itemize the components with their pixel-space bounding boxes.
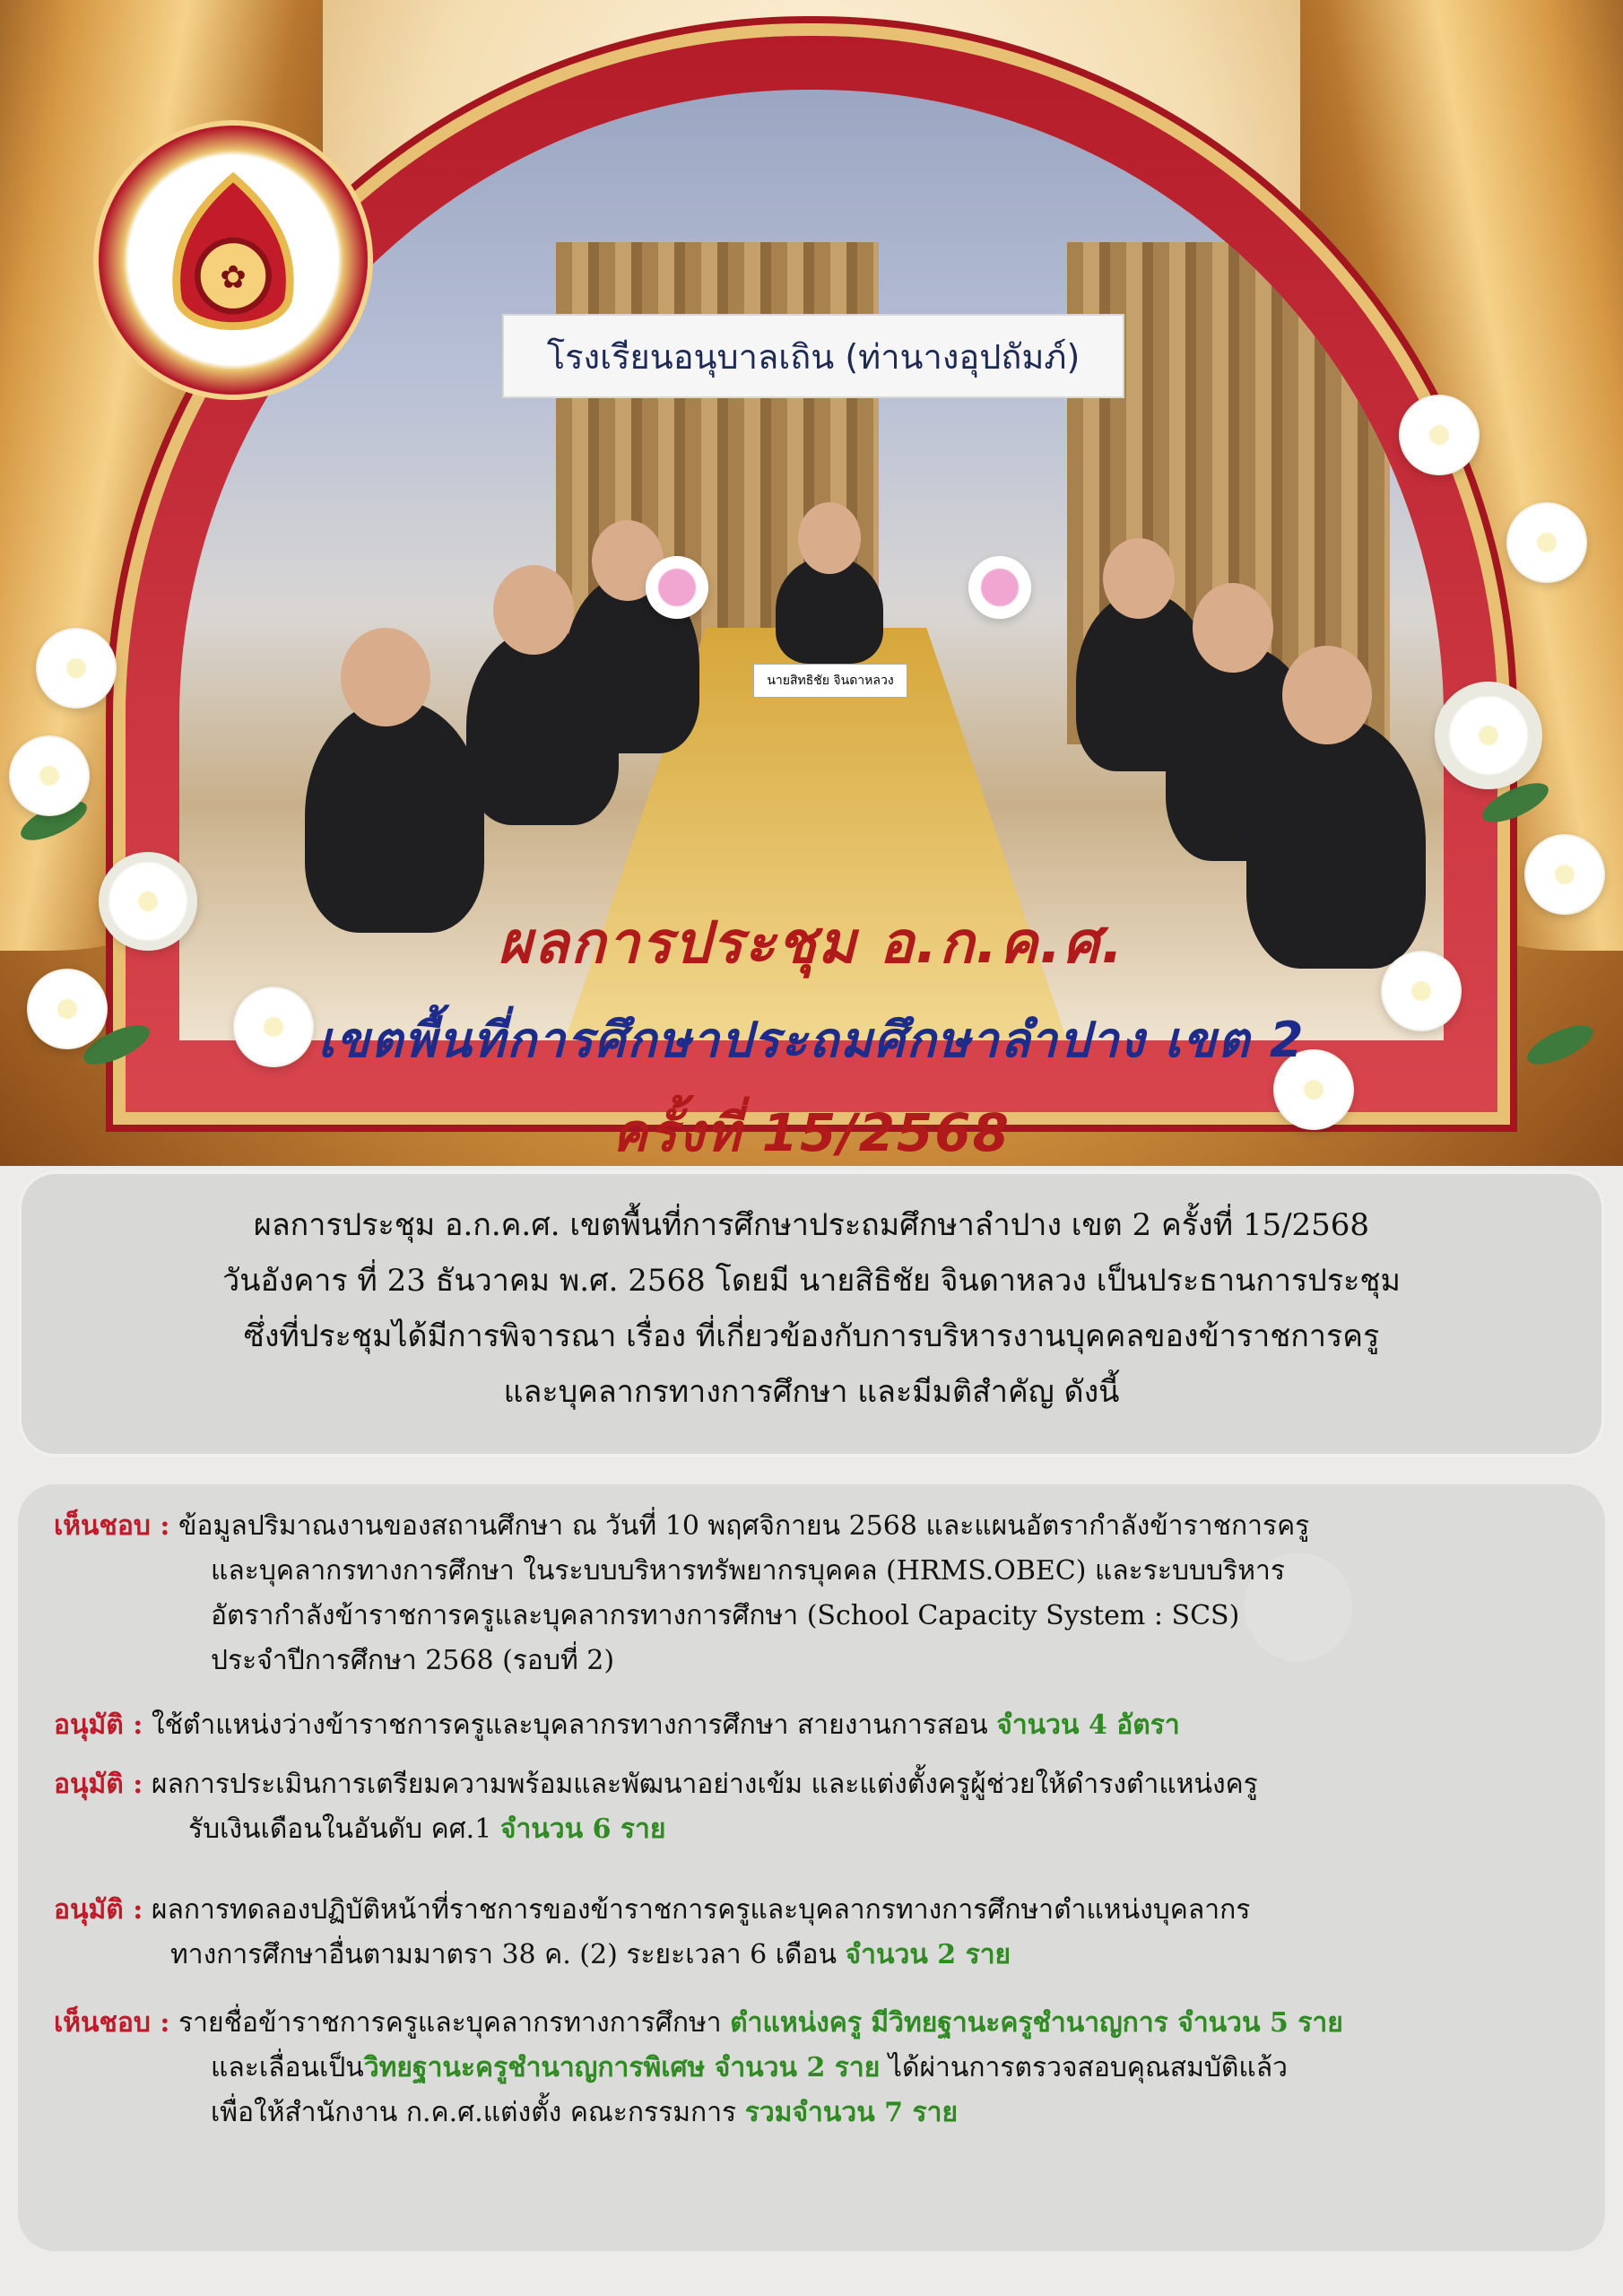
resolution-highlight: จำนวน 2 ราย: [845, 1939, 1011, 1970]
resolution-text: ได้ผ่านการตรวจสอบคุณสมบัติแล้ว: [888, 2052, 1288, 2083]
title-block: [0, 897, 1623, 1174]
resolution-highlight: ตำแหน่งครู มีวิทยฐานะครูชำนาญการ จำนวน 5 ราย: [730, 2007, 1343, 2039]
resolution-highlight: รวมจำนวน 7 ราย: [744, 2097, 959, 2128]
summary-line: ซึ่งที่ประชุมได้มีการพิจารณา เรื่อง ที่เกี่ยวข้องกับการบริหารงานบุคคลของข้าราชการครู: [243, 1318, 1380, 1354]
resolution-1: [54, 1504, 1569, 1683]
school-sign: [502, 314, 1124, 398]
jasmine-flower-icon: [1506, 502, 1587, 583]
attendee-head: [1282, 646, 1372, 744]
resolution-text: ใช้ตำแหน่งว่างข้าราชการครูและบุคลากรทางการศึกษา สายงานการสอน: [151, 1709, 988, 1741]
resolution-text: รับเงินเดือนในอันดับ คศ.1: [188, 1813, 492, 1845]
resolution-highlight: วิทยฐานะครูชำนาญการพิเศษ จำนวน 2 ราย: [363, 2052, 881, 2083]
resolution-text: ทางการศึกษาอื่นตามมาตรา 38 ค. (2) ระยะเวลา 6 เดือน: [170, 1939, 837, 1970]
attendee-head: [1103, 538, 1175, 619]
obec-emblem: [99, 126, 368, 395]
resolution-2: [54, 1703, 1569, 1748]
resolutions-box: [18, 1484, 1605, 2251]
resolution-text: เพื่อให้สำนักงาน ก.ค.ศ.แต่งตั้ง คณะกรรมการ: [211, 2097, 737, 2128]
resolution-label: อนุมัติ :: [54, 1709, 143, 1741]
jasmine-flower-icon: [1435, 682, 1542, 789]
title-line-3: ครั้งที่ 15/2568: [612, 1102, 1011, 1163]
title-line-1: ผลการประชุม อ.ก.ค.ศ.: [498, 910, 1125, 977]
jasmine-flower-icon: [36, 628, 117, 709]
summary-line: ผลการประชุม อ.ก.ค.ศ. เขตพื้นที่การศึกษาประถมศึกษาลำปาง เขต 2 ครั้งที่ 15/2568: [253, 1207, 1370, 1243]
resolution-label: เห็นชอบ :: [54, 1510, 170, 1542]
flower-vase-icon: [968, 556, 1031, 619]
emblem-icon: [135, 161, 332, 359]
attendee-head: [341, 628, 430, 726]
resolution-text: ผลการประเมินการเตรียมความพร้อมและพัฒนาอย่างเข้ม และแต่งตั้งครูผู้ช่วยให้ดำรงตำแหน่งครู: [151, 1769, 1258, 1800]
summary-line: วันอังคาร ที่ 23 ธันวาคม พ.ศ. 2568 โดยมี นายสิธิชัย จินดาหลวง เป็นประธานการประชุม: [222, 1263, 1401, 1299]
resolution-highlight: จำนวน 4 อัตรา: [996, 1709, 1180, 1741]
chairman-head: [798, 502, 861, 574]
school-sign-text: โรงเรียนอนุบาลเถิน (ท่านางอุปถัมภ์): [546, 336, 1081, 377]
name-plate: นายสิทธิชัย จินดาหลวง: [753, 664, 907, 698]
resolution-text: ผลการทดลองปฏิบัติหน้าที่ราชการของข้าราชการครูและบุคลากรทางการศึกษาตำแหน่งบุคลากร: [151, 1894, 1251, 1926]
attendee-head: [1193, 583, 1273, 673]
summary-line: และบุคลากรทางการศึกษา และมีมติสำคัญ ดังนี้: [503, 1374, 1120, 1410]
resolution-4: [54, 1888, 1569, 1978]
title-line-2: เขตพื้นที่การศึกษาประถมศึกษาลำปาง เขต 2: [317, 1012, 1306, 1068]
resolution-label: เห็นชอบ :: [54, 2007, 170, 2039]
resolution-text: ข้อมูลปริมาณงานของสถานศึกษา ณ วันที่ 10 พฤศจิกายน 2568 และแผนอัตรากำลังข้าราชการครู: [178, 1510, 1310, 1542]
svg-text:✿: ✿: [220, 258, 247, 296]
resolution-highlight: จำนวน 6 ราย: [499, 1813, 666, 1845]
resolution-label: อนุมัติ :: [54, 1769, 143, 1800]
resolution-5: [54, 2001, 1569, 2135]
resolution-label: อนุมัติ :: [54, 1894, 143, 1926]
resolution-text: และบุคลากรทางการศึกษา ในระบบบริหารทรัพยากรบุคคล (HRMS.OBEC) และระบบบริหาร: [211, 1555, 1285, 1587]
resolution-text: ประจำปีการศึกษา 2568 (รอบที่ 2): [211, 1645, 615, 1676]
flower-vase-icon: [646, 556, 708, 619]
resolution-text: รายชื่อข้าราชการครูและบุคลากรทางการศึกษา: [178, 2007, 722, 2039]
summary-box: [18, 1170, 1605, 1457]
resolution-text: และเลื่อนเป็น: [211, 2052, 364, 2083]
attendee-head: [493, 565, 574, 655]
resolution-3: [54, 1762, 1569, 1852]
jasmine-flower-icon: [1399, 395, 1480, 475]
resolution-text: อัตรากำลังข้าราชการครูและบุคลากรทางการศึกษา (School Capacity System : SCS): [211, 1600, 1240, 1631]
jasmine-flower-icon: [9, 735, 90, 816]
